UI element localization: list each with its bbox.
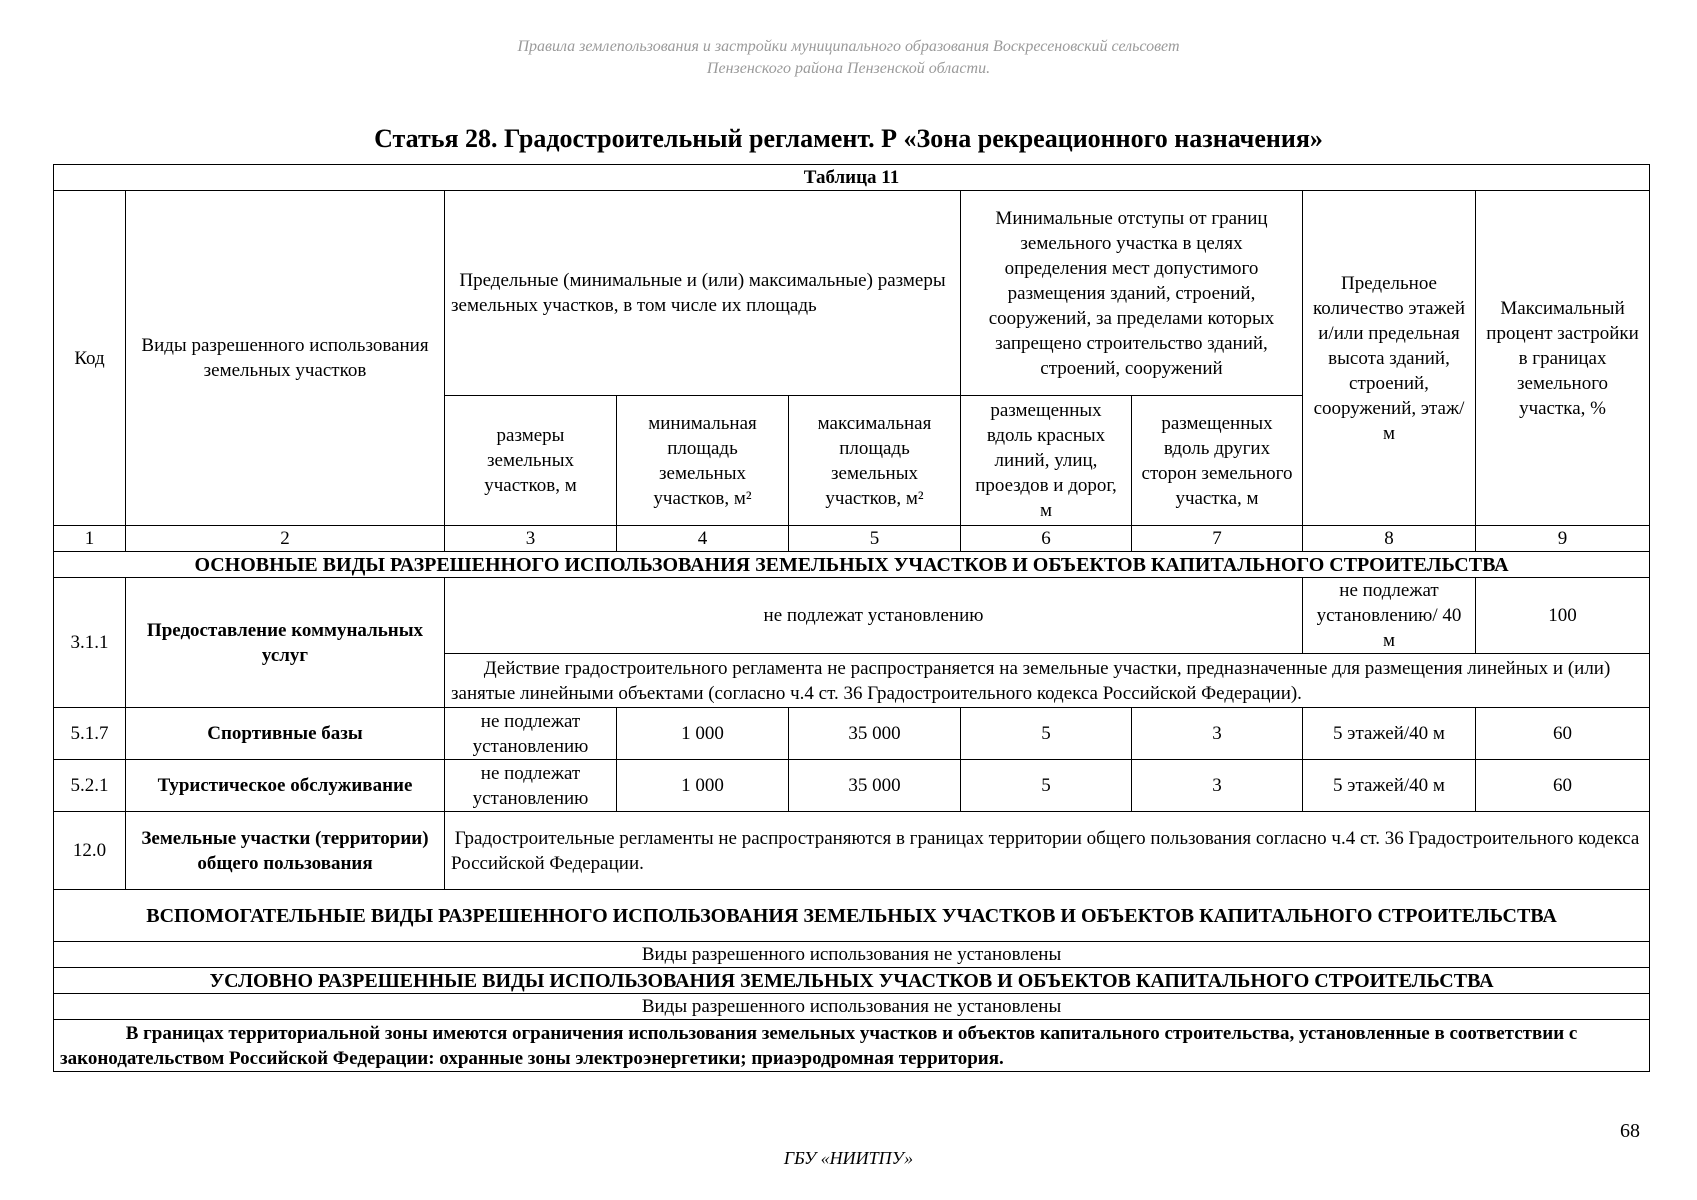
running-header-line2: Пензенского района Пензенской области. [706, 60, 991, 77]
row-code: 5.1.7 [54, 708, 126, 760]
column-number: 5 [789, 526, 961, 552]
column-number: 4 [617, 526, 789, 552]
row-coverage: 60 [1476, 760, 1650, 812]
column-number: 9 [1476, 526, 1650, 552]
header-coverage: Максимальный процент застройки в границах земельного участка, % [1476, 191, 1650, 526]
row-use-name: Туристическое обслуживание [126, 760, 445, 812]
row-note: Градостроительные регламенты не распространяются в границах территории общего пользования согласно ч.4 ст. 36 Градостроительного кодекса Российской Федерации. [445, 812, 1650, 890]
row-note: Действие градостроительного регламента не распространяется на земельные участки, предназначенные для размещения линейных и (или) занятые линейными объектами (согласно ч.4 ст. 36 Градостроительного кодекса Российской Федерации). [445, 654, 1650, 708]
page-number: 68 [1620, 1120, 1640, 1142]
row-use-name: Предоставление коммунальных услуг [126, 578, 445, 708]
section-conditional-uses: УСЛОВНО РАЗРЕШЕННЫЕ ВИДЫ ИСПОЛЬЗОВАНИЯ ЗЕМЕЛЬНЫХ УЧАСТКОВ И ОБЪЕКТОВ КАПИТАЛЬНОГО СТРОИТЕЛЬСТВА [54, 968, 1650, 994]
conditional-uses-none: Виды разрешенного использования не установлены [54, 994, 1650, 1020]
article-title: Статья 28. Градостроительный регламент. Р «Зона рекреационного назначения» [374, 124, 1323, 153]
row-coverage: 60 [1476, 708, 1650, 760]
header-code: Код [54, 191, 126, 526]
running-header [0, 36, 1697, 80]
column-number: 7 [1132, 526, 1303, 552]
header-setback-red: размещенных вдоль красных линий, улиц, проездов и дорог, м [961, 396, 1132, 526]
row-setback-other: 3 [1132, 708, 1303, 760]
header-plot-size: размеры земельных участков, м [445, 396, 617, 526]
row-code: 5.2.1 [54, 760, 126, 812]
row-min-area: 1 000 [617, 760, 789, 812]
row-code: 12.0 [54, 812, 126, 890]
header-min-area: минимальная площадь земельных участков, м² [617, 396, 789, 526]
row-max-area: 35 000 [789, 708, 961, 760]
regulation-table [53, 164, 1650, 1072]
row-plot-size: не подлежат установлению [445, 708, 617, 760]
auxiliary-uses-none: Виды разрешенного использования не установлены [54, 942, 1650, 968]
column-number: 8 [1303, 526, 1476, 552]
row-use-name: Спортивные базы [126, 708, 445, 760]
row-setback-red: 5 [961, 760, 1132, 812]
row-max-area: 35 000 [789, 760, 961, 812]
page-footer: ГБУ «НИИТПУ» [783, 1148, 914, 1168]
row-coverage: 100 [1476, 578, 1650, 654]
column-number: 3 [445, 526, 617, 552]
section-main-uses: ОСНОВНЫЕ ВИДЫ РАЗРЕШЕННОГО ИСПОЛЬЗОВАНИЯ ЗЕМЕЛЬНЫХ УЧАСТКОВ И ОБЪЕКТОВ КАПИТАЛЬНОГО СТРОИТЕЛЬСТВА [54, 552, 1650, 578]
row-setback-other: 3 [1132, 760, 1303, 812]
row-setback-red: 5 [961, 708, 1132, 760]
row-floors: 5 этажей/40 м [1303, 760, 1476, 812]
column-number: 6 [961, 526, 1132, 552]
row-floors: 5 этажей/40 м [1303, 708, 1476, 760]
header-setbacks: Минимальные отступы от границ земельного участка в целях определения мест допустимого размещения зданий, строений, сооружений, за пределами которых запрещено строительство зданий, строений, сооружений [961, 191, 1303, 396]
row-min-area: 1 000 [617, 708, 789, 760]
row-use-name: Земельные участки (территории) общего пользования [126, 812, 445, 890]
restrictions-note: В границах территориальной зоны имеются ограничения использования земельных участков и объектов капитального строительства, установленные в соответствии с законодательством Российской Федерации: охранные зоны электроэнергетики; приаэродромная территория. [54, 1020, 1650, 1072]
row-code: 3.1.1 [54, 578, 126, 708]
section-auxiliary-uses: ВСПОМОГАТЕЛЬНЫЕ ВИДЫ РАЗРЕШЕННОГО ИСПОЛЬЗОВАНИЯ ЗЕМЕЛЬНЫХ УЧАСТКОВ И ОБЪЕКТОВ КАПИТАЛЬНОГО СТРОИТЕЛЬСТВА [54, 890, 1650, 942]
header-setback-other: размещенных вдоль других сторон земельного участка, м [1132, 396, 1303, 526]
header-floors: Предельное количество этажей и/или предельная высота зданий, строений, сооружений, этаж/м [1303, 191, 1476, 526]
header-plot-limits: Предельные (минимальные и (или) максимальные) размеры земельных участков, в том числе их площадь [445, 191, 961, 396]
row-merged-value: не подлежат установлению [445, 578, 1303, 654]
row-plot-size: не подлежат установлению [445, 760, 617, 812]
column-number: 1 [54, 526, 126, 552]
row-floors: не подлежат установлению/ 40 м [1303, 578, 1476, 654]
header-use-type: Виды разрешенного использования земельных участков [126, 191, 445, 526]
column-number: 2 [126, 526, 445, 552]
table-number: Таблица 11 [54, 165, 1650, 191]
running-header-line1: Правила землепользования и застройки муниципального образования Воскресеновский сельсовет [517, 38, 1180, 55]
header-max-area: максимальная площадь земельных участков, м² [789, 396, 961, 526]
